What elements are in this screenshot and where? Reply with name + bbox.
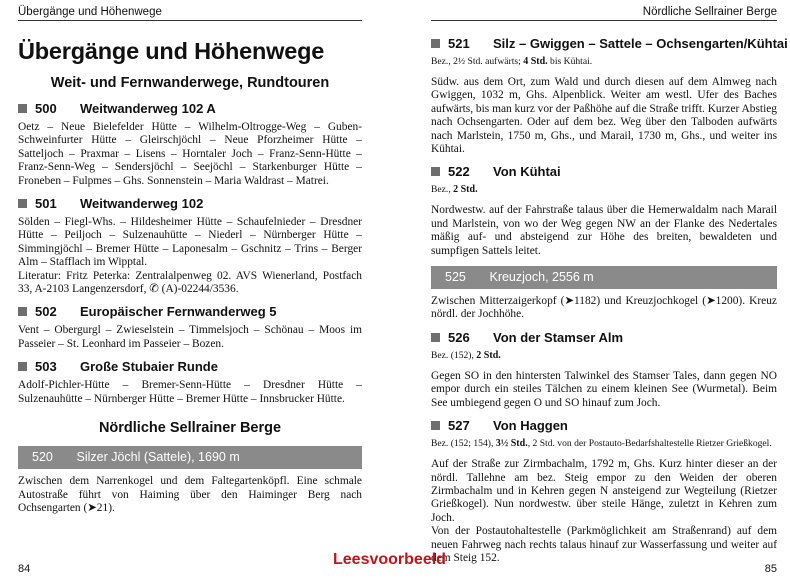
section-title-sellrainer: Nördliche Sellrainer Berge: [98, 420, 282, 437]
entry-number: 527: [448, 418, 470, 434]
band-title: Silzer Jöchl (Sattele), 1690 m: [76, 450, 240, 465]
entry-522: [431, 164, 777, 258]
entry-title: Von Kühtai: [493, 164, 561, 180]
entry-title: Große Stubaier Runde: [80, 359, 218, 375]
left-page: [0, 0, 372, 582]
entry-title: Silz – Gwiggen – Sattele – Ochsengarten/Kühtai: [493, 36, 788, 51]
entry-heading: [431, 418, 777, 433]
right-page-content: [431, 36, 788, 573]
entry-500: [18, 101, 362, 188]
summit-band-525: [431, 266, 777, 289]
entry-meta: Bez., 2 Std.: [431, 184, 478, 196]
watermark-label: Leesvoorbeeld: [333, 551, 446, 568]
entry-text: Adolf-Pichler-Hütte – Bremer-Senn-Hütte – Dresdner Hütte – Sulzenauhütte – Nürnberger Hütte – Bremer Hütte – Innsbrucker Hütte.: [18, 379, 362, 405]
entry-number: 521: [448, 36, 470, 51]
band-number: 520: [32, 450, 53, 465]
square-bullet-icon: [18, 307, 27, 316]
entry-text: Sölden – Fiegl-Whs. – Hildesheimer Hütte – Schaufelnieder – Dresdner Hütte – Peiljoch – Sulzenauhütte – Niederl – Nürnberger Hütte – Simmingjöchl – Bremer Hütte – Laponesalm – Gschnitz – Trins – Berger Alm – Stafflach im Wipptal.: [18, 216, 362, 269]
entry-text: Vent – Obergurgl – Zwieselstein – Timmelsjoch – Schönau – Moos im Passeier – St. Leonhard im Passeier – Bozen.: [18, 324, 362, 350]
square-bullet-icon: [18, 362, 27, 371]
entry-meta: Bez. (152), 2 Std.: [431, 349, 501, 361]
square-bullet-icon: [431, 421, 440, 430]
band-text: Zwischen dem Narrenkogel und dem Faltegartenköpfl. Eine schmale Autostraße führt von Haiming über den Haiminger Berg nach Ochsengarten (➤21).: [18, 475, 362, 514]
entry-heading: [18, 196, 362, 211]
entry-heading: [431, 330, 777, 345]
entry-number: 500: [35, 101, 57, 116]
entry-title: Weitwanderweg 102: [80, 196, 204, 212]
entry-meta: Bez., 2½ Std. aufwärts; 4 Std. bis Kühtai.: [431, 56, 593, 67]
right-page: [425, 0, 788, 582]
literature-note: Literatur: Fritz Peterka: Zentralalpenweg 02. AVS Wienerland, Postfach 33, A-2103 Langenzersdorf, ✆ (A)-02244/3536.: [18, 269, 362, 296]
left-page-content: [18, 30, 362, 523]
entry-526: [431, 330, 777, 410]
entry-heading: [431, 164, 777, 179]
band-number: 525: [445, 270, 466, 285]
chapter-title: Übergänge und Höhenwege: [18, 38, 325, 64]
section-title: Weit- und Fernwanderwege, Rundtouren: [50, 75, 330, 91]
square-bullet-icon: [18, 104, 27, 113]
page-number-right: 85: [764, 563, 777, 575]
summit-band-520: [18, 446, 362, 469]
entry-number: 501: [35, 196, 57, 212]
entry-text: Oetz – Neue Bielefelder Hütte – Wilhelm-Oltrogge-Weg – Guben-Schweinfurter Hütte – Gleirschjöchl – Neue Pforzheimer Hütte – Satteljoch – Praxmar – Lisens – Horntaler Joch – Franz-Senn-Hütte – Franz-Senn-Weg – Sendersjöchl – Seejöchl – Starkenburger Hütte – Froneben – Fulpmes – Ghs. Sonnenstein – Maria Waldrast – Matrei.: [18, 121, 362, 187]
running-head-right: Nördliche Sellrainer Berge: [431, 6, 777, 21]
entry-503: [18, 359, 362, 406]
square-bullet-icon: [431, 39, 440, 48]
running-head-left: Übergänge und Höhenwege: [18, 6, 362, 21]
entry-title: Von der Stamser Alm: [493, 329, 624, 345]
entry-text: Südw. aus dem Ort, zum Wald und durch diesen auf dem Almweg nach Gwiggen, 1032 m, Ghs. Alpenblick. Weiter am westl. Ufer des Baches aufwärts, bis man kurz vor der Paßhöhe auf die Straße trifft. Kurzer Abstieg nach Ochsengarten. Oder auf dem bez. Weg über den Talboden aufwärts nach Marlstein, 1750 m, Ghs., und Marail, 1730 m, Ghs., und weiter ins Kühtai.: [431, 76, 777, 156]
entry-text: Auf der Straße zur Zirmbachalm, 1792 m, Ghs. Kurz hinter dieser an der nördl. Tallehne am bez. Steig empor zu den Weiden der oberen Zirmbachalm und in Kehren gegen N ansteigend zur Wegteilung (Rietzer Grießkogel). Nun nordwestw. über steile Hänge, zuletzt in Kehren zum Joch.: [431, 458, 777, 524]
band-title: Kreuzjoch, 2556 m: [489, 270, 594, 285]
entry-title: Von Haggen: [493, 418, 568, 434]
square-bullet-icon: [431, 167, 440, 176]
square-bullet-icon: [18, 199, 27, 208]
entry-521: [431, 36, 788, 156]
entry-502: [18, 304, 362, 351]
entry-text: Gegen SO in den hintersten Talwinkel des Stamser Tales, dann gegen NO empor durch ein steiles Tälchen zu einem kleinen See (Wurmetal). Beim See umbiegend gegen O und SO hinauf zum Joch.: [431, 369, 777, 409]
entry-number: 502: [35, 304, 57, 320]
entry-heading: [18, 359, 362, 374]
entry-501: [18, 196, 362, 296]
entry-text-continued: Von der Postautohaltestelle (Parkmöglichkeit am Straßenrand) auf dem neuen Fahrweg nach rechts talaus hinauf zur Wasserfassung und weiter auf dem Steig 152.: [431, 525, 777, 564]
entry-title: Weitwanderweg 102 A: [80, 101, 216, 116]
page-number-left: 84: [18, 563, 31, 575]
entry-heading: [431, 36, 788, 51]
entry-text: Nordwestw. auf der Fahrstraße talaus über die Hemerwaldalm nach Marail und Marlstein, von wo der Weg gegen NW an der Flanke des Nedertales mäßig auf- und absteigend zur Höhe des breiten, bewaldeten und sumpfigen Sattels leitet.: [431, 204, 777, 257]
entry-number: 503: [35, 359, 57, 375]
entry-number: 522: [448, 164, 470, 180]
entry-number: 526: [448, 329, 470, 345]
band-text: Zwischen Mitterzaigerkopf (➤1182) und Kreuzjochkogel (➤1200). Kreuz nördl. der Jochhöhe.: [431, 295, 777, 321]
entry-heading: [18, 304, 362, 319]
square-bullet-icon: [431, 333, 440, 342]
entry-title: Europäischer Fernwanderweg 5: [80, 304, 277, 320]
entry-527: [431, 418, 777, 565]
entry-heading: [18, 101, 362, 116]
entry-meta: Bez. (152; 154), 3½ Std., 2 Std. von der Postauto-Bedarfshaltestelle Rietzer Grießkogel.: [431, 438, 772, 450]
